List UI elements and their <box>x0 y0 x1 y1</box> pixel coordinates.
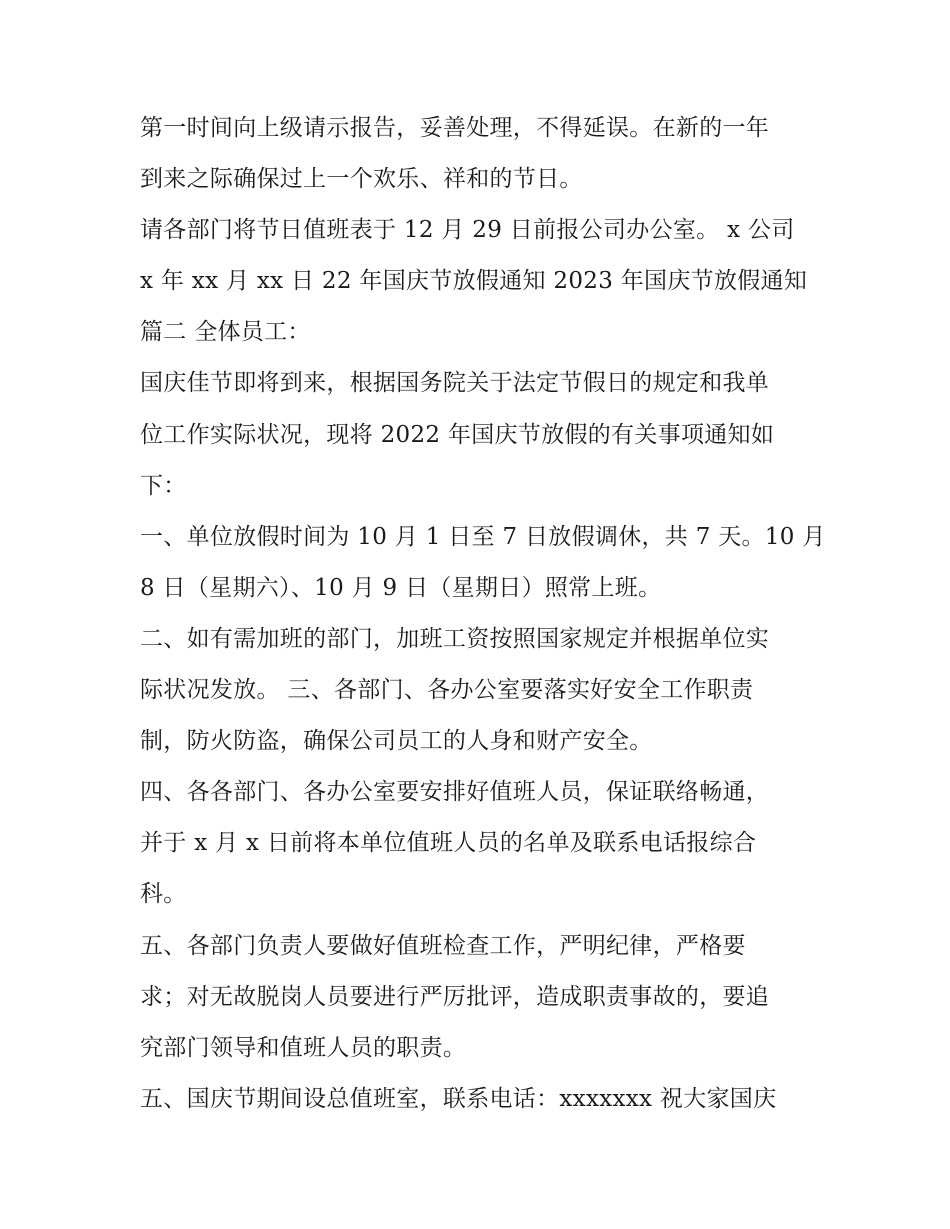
text-line: 二、如有需加班的部门，加班工资按照国家规定并根据单位实 <box>140 625 770 652</box>
text-line: 下： <box>140 472 187 499</box>
text-line: 位工作实际状况，现将 2022 年国庆节放假的有关事项通知如 <box>140 421 775 448</box>
text-line: 请各部门将节日值班表于 12 月 29 日前报公司办公室。 x 公司 <box>140 217 795 244</box>
text-line: 到来之际确保过上一个欢乐、祥和的节日。 <box>140 166 583 193</box>
text-line: 国庆佳节即将到来，根据国务院关于法定节假日的规定和我单 <box>140 370 770 397</box>
text-line: 并于 x 月 x 日前将本单位值班人员的名单及联系电话报综合 <box>140 830 757 857</box>
text-line: 求；对无故脱岗人员要进行严厉批评，造成职责事故的，要追 <box>140 983 770 1010</box>
text-line: 究部门领导和值班人员的职责。 <box>140 1034 467 1061</box>
text-line: 篇二 全体员工： <box>140 319 311 346</box>
text-line: 制，防火防盗，确保公司员工的人身和财产安全。 <box>140 728 653 755</box>
text-line: 一、单位放假时间为 10 月 1 日至 7 日放假调休，共 7 天。10 月 <box>140 523 826 550</box>
text-line: x 年 xx 月 xx 日 22 年国庆节放假通知 2023 年国庆节放假通知 <box>140 268 808 295</box>
text-line: 五、各部门负责人要做好值班检查工作，严明纪律，严格要 <box>140 932 746 959</box>
text-line: 五、国庆节期间设总值班室，联系电话：xxxxxxx 祝大家国庆 <box>140 1085 777 1112</box>
text-line: 际状况发放。 三、各部门、各办公室要落实好安全工作职责 <box>140 677 754 704</box>
text-line: 科。 <box>140 881 187 908</box>
text-line: 第一时间向上级请示报告，妥善处理，不得延误。在新的一年 <box>140 115 770 141</box>
text-line: 8 日（星期六）、10 月 9 日（星期日）照常上班。 <box>140 574 662 601</box>
document-body <box>140 103 826 1125</box>
text-line: 四、各各部门、各办公室要安排好值班人员，保证联络畅通， <box>140 779 770 806</box>
